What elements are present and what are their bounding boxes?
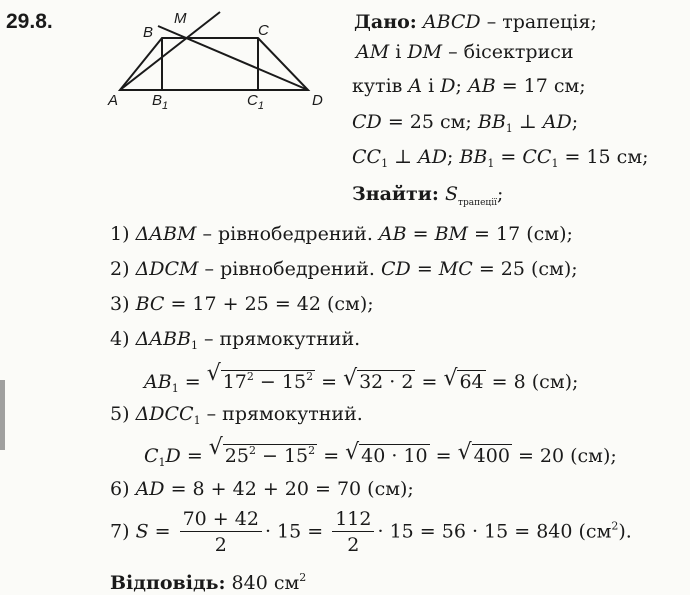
step-5: 5) $\Delta DCC_1$ – прямокутний.: [110, 403, 363, 427]
label-a: A: [108, 92, 119, 109]
problem-number: 29.8.: [6, 10, 53, 33]
given-line-4: CD = 25 см; $BB_1$ ⊥ AD;: [352, 111, 579, 135]
label-b1: $B_1$: [152, 92, 169, 112]
sqrt-400: √ 400: [458, 444, 512, 468]
given-line-5: $CC_1$ ⊥ AD; $BB_1 = CC_1 = 15$ см;: [352, 146, 649, 170]
step-3: 3) BC = 17 + 25 = 42 (см);: [110, 293, 374, 315]
label-b: B: [143, 24, 154, 41]
label-m: M: [174, 10, 187, 27]
sqrt-17-15: √ $17^2 - 15^2$: [207, 365, 315, 394]
step-4: 4) $\Delta ABB_1$ – прямокутний.: [110, 328, 361, 352]
step-4-calc: $AB_1$ = √ $17^2 - 15^2$ = √ 32 · 2 = √ 64 = 8 (см);: [144, 365, 578, 401]
label-d: D: [312, 92, 323, 109]
given-line-3: кутів A і D; AB = 17 см;: [352, 75, 586, 97]
step-1: 1) ΔABM – рівнобедрений. AB = BM = 17 (см);: [110, 223, 573, 245]
bisector-dm: [158, 26, 308, 90]
sqrt-64: √ 64: [443, 370, 485, 394]
fraction-70-42-over-2: $\frac{70 + 42}{2}$: [180, 507, 262, 558]
step-5-calc: $C_1D$ = √ $25^2 - 15^2$ = √ 40 · 10 = √ 400 = 20 (см);: [144, 439, 617, 475]
label-c1: $C_1$: [247, 92, 264, 112]
step-6: 6) AD = 8 + 42 + 20 = 70 (см);: [110, 478, 414, 500]
given-line-1: Дано: ABCD – трапеція;: [354, 11, 597, 33]
sqrt-32-2: √ 32 · 2: [343, 370, 415, 394]
step-7: 7) S = $\frac{70 + 42}{2}$ · 15 = $\frac{112}{2}$ · 15 = 56 · 15 = 840 $(см^2)$.: [110, 508, 632, 556]
bisector-am: [120, 12, 220, 90]
sqrt-25-15: √ $25^2 - 15^2$: [209, 439, 317, 468]
step-2: 2) ΔDCM – рівнобедрений. CD = MC = 25 (см);: [110, 258, 578, 280]
given-line-2: AM і DM – бісектриси: [356, 41, 574, 63]
find-line: Знайти: $S_{трапеції}$;: [352, 183, 504, 208]
scan-edge-mark: [0, 380, 5, 450]
sqrt-40-10: √ 40 · 10: [345, 444, 429, 468]
label-c: C: [258, 22, 269, 39]
trapezoid-outline: [120, 38, 308, 90]
answer-line: Відповідь: 840 $см^2$: [110, 571, 307, 594]
fraction-112-over-2: $\frac{112}{2}$: [332, 507, 374, 558]
